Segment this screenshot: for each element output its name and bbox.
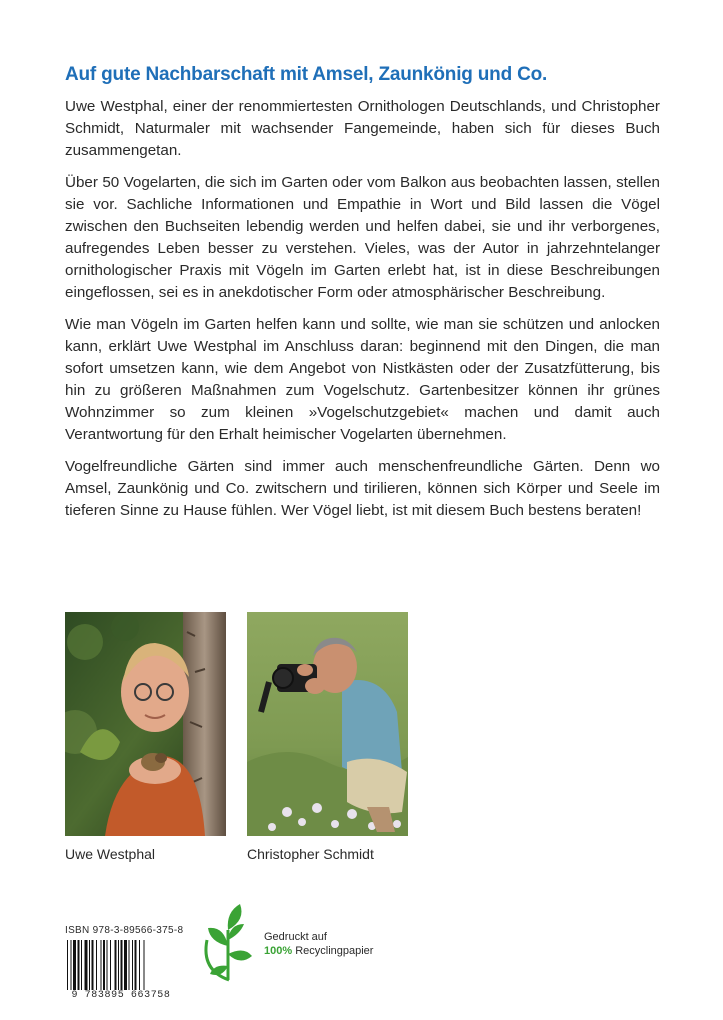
photographer-photo [247, 612, 408, 836]
recycling-line-1: Gedruckt auf [264, 931, 327, 943]
barcode-bars [65, 940, 177, 996]
author-caption: Uwe Westphal [65, 846, 156, 862]
barcode-digits: 9 783895 663758 [65, 990, 177, 1001]
seedling-icon [197, 900, 259, 984]
paragraph-1: Uwe Westphal, einer der renommiertesten Ornithologen Deutschlands, und Christopher Schmidt, Naturmaler mit wachsender Fangemeinde, haben sich für dieses Buch zusammengetan. [65, 98, 660, 159]
recycling-paper-label: Recyclingpapier [295, 945, 374, 957]
paragraph-4: Vogelfreundliche Gärten sind immer auch menschenfreundliche Gärten. Denn wo Amsel, Zaunkönig und Co. zwitschern und tirilieren, können sich Körper und Seele im tieferen Sinne zu Hause fühlen. Wer Vögel liebt, ist mit diesem Buch bestens beraten! [65, 458, 660, 519]
paragraph-2: Über 50 Vogelarten, die sich im Garten oder vom Balkon aus beobachten lassen, stellen sie vor. Sachliche Informationen und Empathie in Wort und Bild lassen die Vögel zwischen den Buchseiten lebendig werden und helfen dabei, sie und ihr verborgenes, aufregendes Leben besser zu verstehen. Vieles, was der Autor in jahrzehntelanger ornithologischer Praxis mit Vögeln im Garten erlebt hat, ist in diese Beschreibungen eingeflossen, sei es in anekdotischer Form oder atmosphärischer Beschreibung. [65, 174, 660, 301]
blurb-text [65, 96, 660, 532]
isbn-label: ISBN 978-3-89566-375-8 [65, 925, 184, 936]
recycling-line-2 [264, 944, 373, 958]
paragraph-3: Wie man Vögeln im Garten helfen kann und sollte, wie man sie schützen und anlocken kann, erklärt Uwe Westphal im Anschluss daran: beginnend mit den Dingen, die man sofort umsetzen kann, wie dem Angebot von Nistkästen oder der Zusatzfütterung, bis hin zu größeren Maßnahmen zum Vogelschutz. Gartenbesitzer können ihr grünes Wohnzimmer so zum kleinen »Vogelschutzgebiet« machen und damit auch Verantwortung für den Erhalt heimischer Vogelarten übernehmen. [65, 316, 660, 443]
page-title: Auf gute Nachbarschaft mit Amsel, Zaunkönig und Co. [65, 64, 548, 85]
barcode [65, 940, 177, 1002]
author-photo [65, 612, 226, 836]
photographer-caption: Christopher Schmidt [247, 846, 374, 862]
recycling-percent: 100% [264, 945, 293, 957]
recycling-note [264, 930, 373, 958]
